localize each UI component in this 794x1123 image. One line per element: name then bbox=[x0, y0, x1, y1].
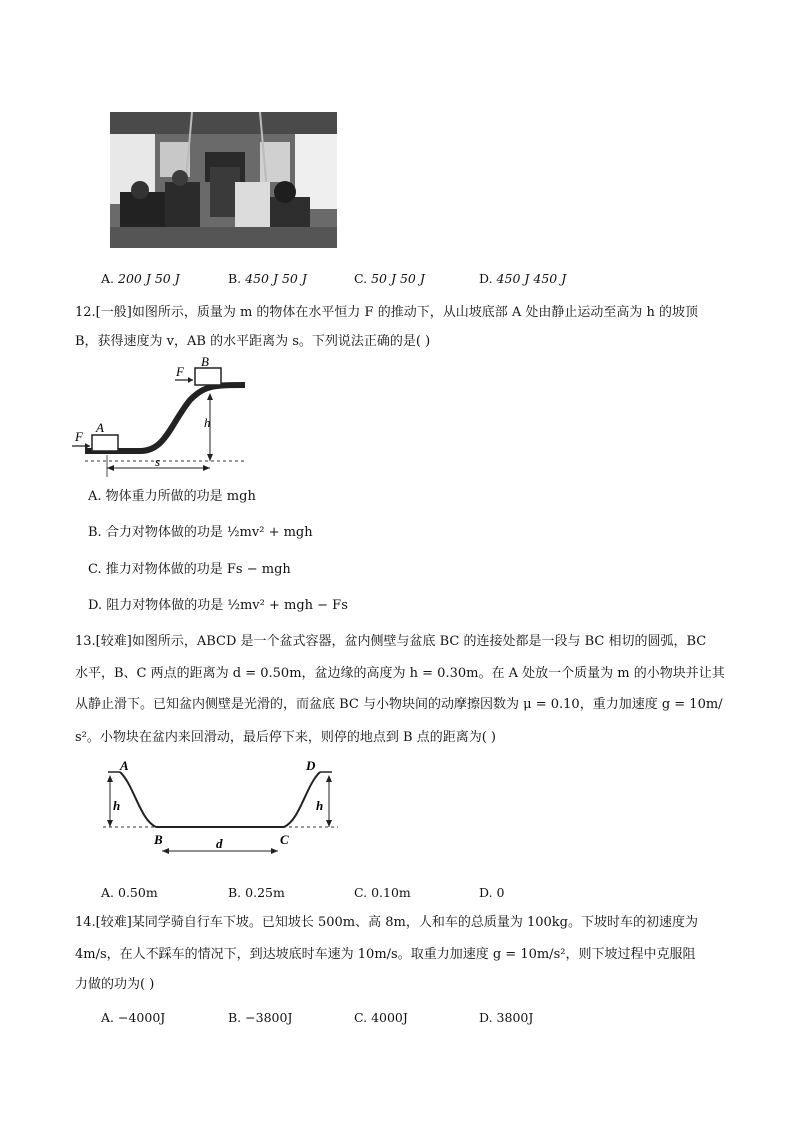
q13-label-d-dist: d bbox=[216, 836, 223, 851]
q12-stem-line2: B，获得速度为 v，AB 的水平距离为 s。下列说法正确的是( ) bbox=[75, 334, 431, 349]
q13-stem-line2: 水平，B、C 两点的距离为 d = 0.50m，盆边缘的高度为 h = 0.30m。在 A 处放一个质量为 m 的小物块并让其 bbox=[75, 666, 725, 681]
q13-label-a: A bbox=[120, 758, 129, 773]
q13-option-c[interactable]: C. 0.10m bbox=[354, 885, 411, 900]
q13-stem-line1: 13.[较难]如图所示，ABCD 是一个盆式容器，盆内侧壁与盆底 BC 的连接处都是一段与 BC 相切的圆弧，BC bbox=[75, 634, 707, 649]
q13-label-h-right: h bbox=[316, 798, 324, 813]
q13-stem-line3: 从静止滑下。已知盆内侧壁是光滑的，而盆底 BC 与小物块间的动摩擦因数为 μ = 0.10，重力加速度 g = 10m/ bbox=[75, 697, 723, 712]
q12-label-h: h bbox=[204, 415, 211, 430]
q13-stem-line4: s²。小物块在盆内来回滑动，最后停下来，则停的地点到 B 点的距离为( ) bbox=[75, 730, 496, 745]
q14-option-b[interactable]: B. −3800J bbox=[228, 1010, 293, 1025]
q13-label-b: B bbox=[154, 832, 163, 847]
q12-label-b: B bbox=[201, 355, 209, 369]
q12-label-s: s bbox=[155, 454, 161, 469]
q13-basin-figure bbox=[98, 755, 343, 860]
q13-option-b[interactable]: B. 0.25m bbox=[228, 885, 285, 900]
q14-option-d[interactable]: D. 3800J bbox=[479, 1010, 534, 1025]
q13-label-c: C bbox=[280, 832, 289, 847]
q14-stem-line1: 14.[较难]某同学骑自行车下坡。已知坡长 500m、高 8m，人和车的总质量为 100kg。下坡时车的初速度为 bbox=[75, 915, 698, 930]
q12-slope-figure bbox=[70, 355, 250, 480]
q12-option-b[interactable]: B. 合力对物体做的功是 ½mv² + mgh bbox=[88, 525, 313, 540]
q11-option-c[interactable]: C. 50 J 50 J bbox=[354, 271, 425, 286]
q14-stem-line3: 力做的功为( ) bbox=[75, 977, 155, 992]
q14-stem-line2: 4m/s，在人不踩车的情况下，到达坡底时车速为 10m/s。取重力加速度 g = 10m/s²，则下坡过程中克服阻 bbox=[75, 947, 696, 962]
q12-label-a: A bbox=[96, 420, 104, 435]
q14-option-c[interactable]: C. 4000J bbox=[354, 1010, 408, 1025]
q11-option-b[interactable]: B. 450 J 50 J bbox=[228, 271, 307, 286]
q12-option-d[interactable]: D. 阻力对物体做的功是 ½mv² + mgh − Fs bbox=[88, 598, 348, 613]
q11-option-a[interactable]: A. 200 J 50 J bbox=[101, 271, 180, 286]
q13-option-a[interactable]: A. 0.50m bbox=[101, 885, 158, 900]
q12-label-f-top: F bbox=[176, 364, 184, 379]
q12-option-c[interactable]: C. 推力对物体做的功是 Fs − mgh bbox=[88, 562, 291, 577]
q13-label-h-left: h bbox=[113, 798, 121, 813]
q12-label-f-bottom: F bbox=[75, 429, 83, 444]
q11-option-d[interactable]: D. 450 J 450 J bbox=[479, 271, 567, 286]
q12-option-a[interactable]: A. 物体重力所做的功是 mgh bbox=[88, 489, 256, 504]
bus-interior-photo bbox=[110, 112, 337, 248]
q14-option-a[interactable]: A. −4000J bbox=[101, 1010, 166, 1025]
q13-label-d: D bbox=[306, 758, 316, 773]
q13-option-d[interactable]: D. 0 bbox=[479, 885, 505, 900]
q12-stem-line1: 12.[一般]如图所示，质量为 m 的物体在水平恒力 F 的推动下，从山坡底部 A 处由静止运动至高为 h 的坡顶 bbox=[75, 305, 698, 320]
